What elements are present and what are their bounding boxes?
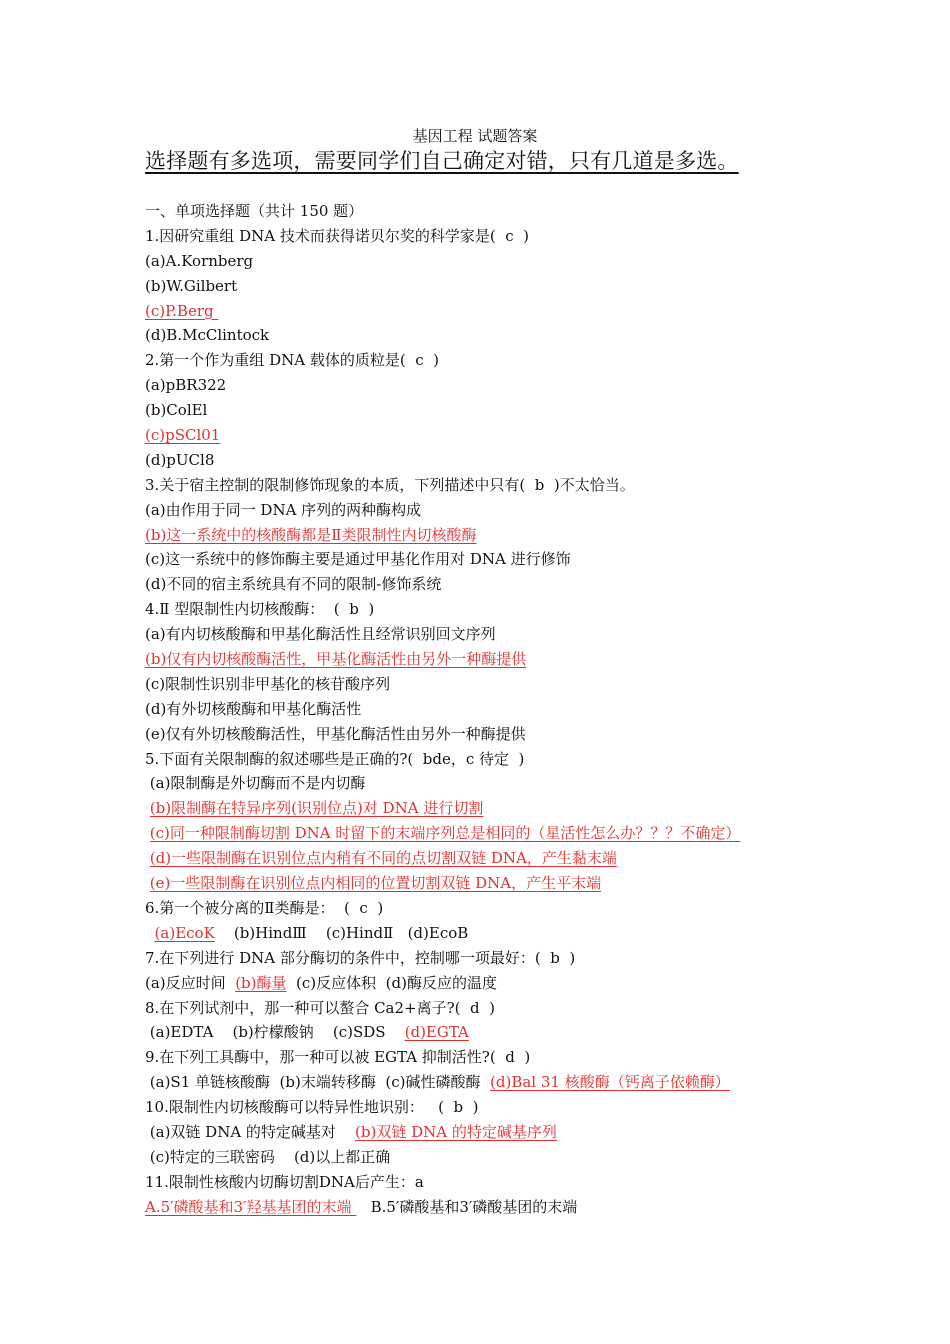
line-text: 8.在下列试剂中，那一种可以螯合 Ca2+离子?( d ) xyxy=(145,998,496,1017)
text-line xyxy=(145,274,845,299)
line-text: (a)限制酶是外切酶而不是内切酶 xyxy=(145,774,366,793)
text-line xyxy=(145,747,845,772)
answer-highlight: (b)这一系统中的核酸酶都是Ⅱ类限制性内切核酸酶 xyxy=(145,525,477,544)
answer-highlight: (e)一些限制酶在识别位点内相同的位置切割双链 DNA，产生平末端 xyxy=(149,874,602,893)
line-text: (a)S1 单链核酸酶 (b)末端转移酶 (c)碱性磷酸酶 xyxy=(145,1073,491,1092)
line-text: (a)A.Kornberg xyxy=(145,251,254,270)
answer-highlight: (b)仅有内切核酸酶活性，甲基化酶活性由另外一种酶提供 xyxy=(145,650,527,669)
line-text: (a)pBR322 xyxy=(145,376,227,395)
answer-highlight: (b)双链 DNA 的特定碱基序列 xyxy=(355,1122,557,1141)
answer-highlight: A.5′磷酸基和3′羟基基团的末端 xyxy=(145,1197,357,1216)
answer-highlight: (d)Bal 31 核酸酶（钙离子依赖酶） xyxy=(490,1073,730,1092)
line-text: (c)这一系统中的修饰酶主要是通过甲基化作用对 DNA 进行修饰 xyxy=(145,550,571,569)
text-line xyxy=(145,473,845,498)
document-subtitle: 选择题有多选项，需要同学们自己确定对错，只有几道是多选。 xyxy=(145,149,739,173)
line-text: (c)限制性识别非甲基化的核苷酸序列 xyxy=(145,674,391,693)
text-line xyxy=(145,771,845,796)
answer-highlight: (d)EGTA xyxy=(404,1023,469,1042)
text-line xyxy=(145,796,845,821)
text-line xyxy=(145,1070,845,1095)
text-line xyxy=(145,523,845,548)
question-list xyxy=(145,199,845,1220)
text-line xyxy=(145,199,845,224)
line-text: 6.第一个被分离的Ⅱ类酶是： ( c ) xyxy=(145,898,384,917)
text-line xyxy=(145,996,845,1021)
line-text: 1.因研究重组 DNA 技术而获得诺贝尔奖的科学家是( c ) xyxy=(145,226,530,245)
text-line xyxy=(145,697,845,722)
line-text: 一、单项选择题（共计 150 题） xyxy=(145,202,364,220)
text-line xyxy=(145,1120,845,1145)
text-line xyxy=(145,1020,845,1045)
text-line xyxy=(145,722,845,747)
text-line xyxy=(145,373,845,398)
line-text: (e)仅有外切核酸酶活性，甲基化酶活性由另外一种酶提供 xyxy=(145,724,526,743)
line-text: 3.关于宿主控制的限制修饰现象的本质，下列描述中只有( b )不太恰当。 xyxy=(145,475,635,494)
line-text: (a)反应时间 xyxy=(145,973,236,992)
answer-highlight: (b)限制酶在特异序列(识别位点)对 DNA 进行切割 xyxy=(149,799,484,818)
line-text: 10.限制性内切核酸酶可以特异性地识别： ( b ) xyxy=(145,1098,479,1117)
line-text: 7.在下列进行 DNA 部分酶切的条件中，控制哪一项最好：( b ) xyxy=(145,948,576,967)
line-text: (b)HindⅢ (c)HindⅡ (d)EcoB xyxy=(214,923,469,942)
text-line xyxy=(145,398,845,423)
line-text xyxy=(145,924,155,942)
text-line xyxy=(145,348,845,373)
line-text: (d)不同的宿主系统具有不同的限制-修饰系统 xyxy=(145,575,442,594)
text-line xyxy=(145,423,845,448)
text-line xyxy=(145,224,845,249)
line-text: (a)由作用于同一 DNA 序列的两种酶构成 xyxy=(145,500,422,519)
text-line xyxy=(145,871,845,896)
line-text: (d)有外切核酸酶和甲基化酶活性 xyxy=(145,699,362,718)
text-line xyxy=(145,498,845,523)
text-line xyxy=(145,896,845,921)
text-line xyxy=(145,299,845,324)
answer-highlight: (b)酶量 xyxy=(235,973,287,992)
line-text: (b)W.Gilbert xyxy=(145,276,238,295)
answer-highlight: (a)EcoK xyxy=(154,923,215,942)
answer-highlight: (c)同一种限制酶切割 DNA 时留下的末端序列总是相同的（星活性怎么办？？？不确定） xyxy=(149,824,741,843)
line-text: (c)反应体积 (d)酶反应的温度 xyxy=(286,973,497,992)
line-text: 2.第一个作为重组 DNA 载体的质粒是( c ) xyxy=(145,351,440,370)
text-line xyxy=(145,1145,845,1170)
answer-highlight: (c)pSCl01 xyxy=(145,426,221,445)
text-line xyxy=(145,846,845,871)
line-text: 9.在下列工具酶中，那一种可以被 EGTA 抑制活性?( d ) xyxy=(145,1048,531,1067)
line-text: (a)EDTA (b)柠檬酸钠 (c)SDS xyxy=(145,1023,405,1042)
line-text: (b)ColEl xyxy=(145,401,208,420)
answer-highlight: (c)P.Berg xyxy=(145,301,219,320)
text-line xyxy=(145,1195,845,1220)
text-line xyxy=(145,622,845,647)
document-title: 基因工程 试题答案 xyxy=(412,127,538,145)
line-text: (c)特定的三联密码 (d)以上都正确 xyxy=(145,1147,391,1166)
text-line xyxy=(145,1045,845,1070)
text-line xyxy=(145,1095,845,1120)
text-line xyxy=(145,921,845,946)
text-line xyxy=(145,249,845,274)
text-line xyxy=(145,572,845,597)
text-line xyxy=(145,597,845,622)
text-line xyxy=(145,971,845,996)
text-line xyxy=(145,672,845,697)
line-text: (d)pUCl8 xyxy=(145,450,215,469)
text-line xyxy=(145,547,845,572)
text-line xyxy=(145,821,845,846)
text-line xyxy=(145,1170,845,1195)
line-text: (d)B.McClintock xyxy=(145,326,270,345)
line-text: (a)双链 DNA 的特定碱基对 xyxy=(145,1122,356,1141)
line-text: B.5′磷酸基和3′磷酸基团的末端 xyxy=(356,1197,578,1216)
text-line xyxy=(145,946,845,971)
line-text: 5.下面有关限制酶的叙述哪些是正确的?( bde，c 待定 ) xyxy=(145,749,525,768)
line-text: 11.限制性核酸内切酶切割DNA后产生：a xyxy=(145,1172,424,1191)
answer-highlight: (d)一些限制酶在识别位点内稍有不同的点切割双链 DNA，产生黏末端 xyxy=(149,849,617,868)
line-text: (a)有内切核酸酶和甲基化酶活性且经常识别回文序列 xyxy=(145,625,496,644)
line-text: 4.Ⅱ 型限制性内切核酸酶： ( b ) xyxy=(145,600,375,619)
text-line xyxy=(145,323,845,348)
text-line xyxy=(145,647,845,672)
text-line xyxy=(145,448,845,473)
